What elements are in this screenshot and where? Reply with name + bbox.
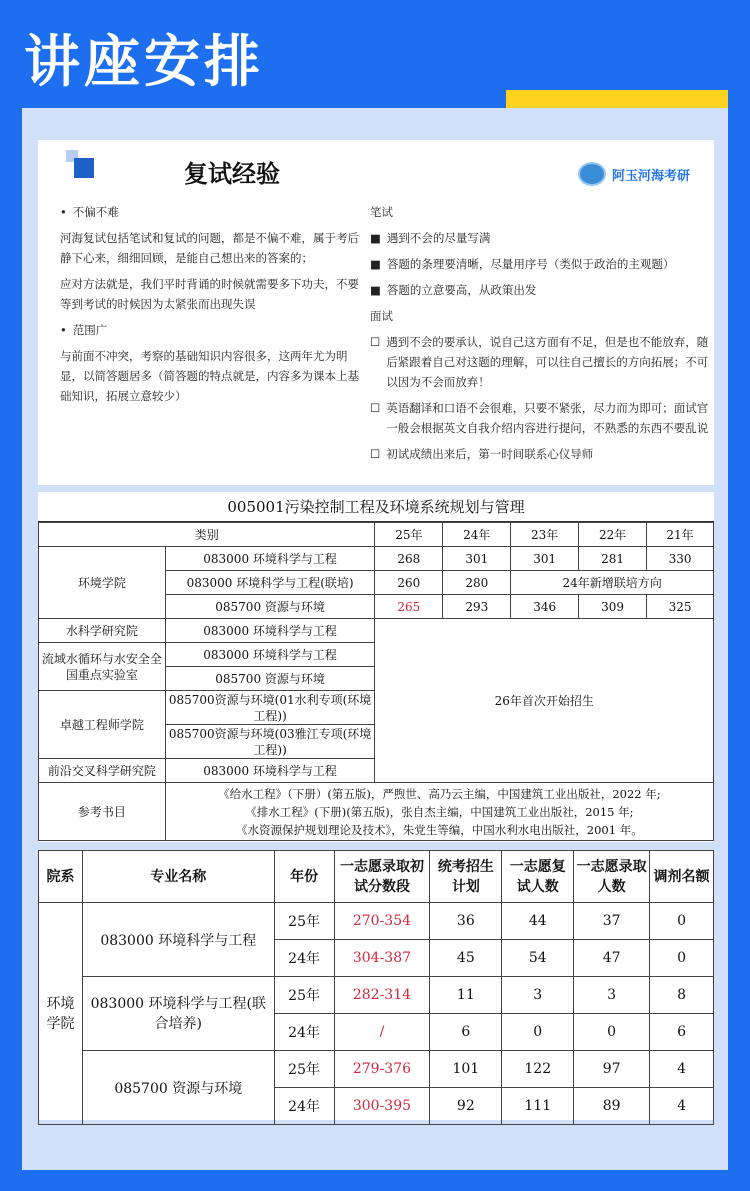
score-cell: 330 (647, 547, 714, 571)
score-cell: 281 (579, 547, 647, 571)
written-item: 答题的立意要高，从政策出发 (386, 283, 537, 297)
reference-item: 《水资源保护规划理论及技术》，朱党生等编，中国水利水电出版社，2001 年。 (236, 822, 643, 837)
header-cell: 调剂名额 (650, 851, 714, 903)
score-cell: 346 (511, 595, 579, 619)
year-cell: 25年 (274, 977, 334, 1014)
admit-cell: 47 (574, 940, 650, 977)
score-range-cell: 300-395 (334, 1088, 430, 1125)
college-cell: 环境学院 (39, 547, 166, 619)
score-table-card (38, 492, 714, 842)
table-row (39, 1051, 714, 1088)
table-row (39, 903, 714, 940)
header-cell: 25年 (375, 523, 443, 547)
checkbox-icon: ☐ (370, 401, 381, 415)
header-cell: 一志愿录取初试分数段 (334, 851, 430, 903)
new-enroll-note: 26年首次开始招生 (375, 619, 714, 783)
page-title: 讲座安排 (24, 30, 264, 95)
score-range-cell: 270-354 (334, 903, 430, 940)
score-range-cell: / (334, 1014, 430, 1051)
plan-cell: 36 (430, 903, 502, 940)
table-header-row (39, 523, 714, 547)
bullet-icon: • (60, 323, 67, 337)
score-cell: 260 (375, 571, 443, 595)
score-range-cell: 279-376 (334, 1051, 430, 1088)
score-cell: 301 (511, 547, 579, 571)
college-cell: 环境学院 (39, 903, 83, 1125)
adjust-cell: 0 (650, 903, 714, 940)
plan-cell: 45 (430, 940, 502, 977)
reference-row (39, 783, 714, 841)
score-cell: 293 (443, 595, 511, 619)
header-cell: 22年 (579, 523, 647, 547)
reference-item: 《给水工程》（下册）(第五版)，严煦世、高乃云主编，中国建筑工业出版社，2022 年; (218, 786, 661, 801)
plan-cell: 6 (430, 1014, 502, 1051)
table-title: 005001污染控制工程及环境系统规划与管理 (38, 492, 714, 522)
retest-cell: 44 (502, 903, 574, 940)
retest-cell: 111 (502, 1088, 574, 1125)
score-cell: 268 (375, 547, 443, 571)
major-cell: 085700资源与环境(03雅江专项(环境工程)) (165, 725, 375, 759)
table-row (39, 619, 714, 643)
major-cell: 083000 环境科学与工程 (165, 759, 375, 783)
header-cell: 类别 (39, 523, 375, 547)
adjust-cell: 6 (650, 1014, 714, 1051)
written-item: 遇到不会的尽量写满 (386, 231, 491, 245)
major-cell: 085700 资源与环境 (165, 595, 375, 619)
year-cell: 24年 (274, 1014, 334, 1051)
adjust-cell: 4 (650, 1051, 714, 1088)
adjust-cell: 8 (650, 977, 714, 1014)
square-bullet-icon: ■ (370, 283, 381, 297)
major-cell: 083000 环境科学与工程 (165, 547, 375, 571)
score-cell: 325 (647, 595, 714, 619)
reference-item: 《排水工程》(下册)(第五版)，张自杰主编，中国建筑工业出版社，2015 年; (245, 804, 634, 819)
paragraph: 应对方法就是，我们平时背诵的时候就需要多下功夫，不要等到考试的时候因为太紧张而出现失误 (60, 277, 359, 311)
admit-cell: 89 (574, 1088, 650, 1125)
checkbox-icon: ☐ (370, 335, 381, 349)
plan-cell: 101 (430, 1051, 502, 1088)
year-cell: 25年 (274, 903, 334, 940)
score-cell: 280 (443, 571, 511, 595)
retest-cell: 54 (502, 940, 574, 977)
left-column (60, 202, 366, 412)
major-cell: 085700资源与环境(01水利专项(环境工程)) (165, 691, 375, 725)
table-row (39, 977, 714, 1014)
year-cell: 24年 (274, 940, 334, 977)
admit-cell: 3 (574, 977, 650, 1014)
major-cell: 085700 资源与环境 (82, 1051, 274, 1125)
retest-cell: 3 (502, 977, 574, 1014)
college-cell: 卓越工程师学院 (39, 691, 166, 759)
checkbox-icon: ☐ (370, 447, 381, 461)
accent-bar (506, 90, 728, 108)
retest-cell: 0 (502, 1014, 574, 1051)
adjust-cell: 0 (650, 940, 714, 977)
major-cell: 083000 环境科学与工程 (82, 903, 274, 977)
written-item: 答题的条理要清晰，尽量用序号（类似于政治的主观题） (386, 257, 675, 271)
card-title: 复试经验 (184, 160, 280, 188)
interview-item: 初试成绩出来后，第一时间联系心仪导师 (386, 447, 594, 461)
adjust-cell: 4 (650, 1088, 714, 1125)
decor-square (74, 158, 94, 178)
paragraph: 与前面不冲突，考察的基础知识内容很多，这两年尤为明显，以简答题居多（简答题的特点就是，内容多为课本上基础知识，拓展立意较少） (60, 349, 359, 403)
admit-cell: 37 (574, 903, 650, 940)
major-cell: 085700 资源与环境 (165, 667, 375, 691)
square-bullet-icon: ■ (370, 257, 381, 271)
reference-label: 参考书目 (39, 783, 166, 841)
header-cell: 24年 (443, 523, 511, 547)
score-cell: 309 (579, 595, 647, 619)
major-cell: 083000 环境科学与工程(联培) (165, 571, 375, 595)
header-cell: 23年 (511, 523, 579, 547)
logo-icon (578, 162, 606, 186)
square-bullet-icon: ■ (370, 231, 381, 245)
major-cell: 083000 环境科学与工程 (165, 643, 375, 667)
brand-logo (578, 162, 690, 186)
score-table (38, 522, 714, 841)
experience-card (38, 140, 714, 485)
right-column (370, 202, 710, 470)
written-title: 笔试 (370, 205, 393, 219)
table-row (39, 547, 714, 571)
bullet-icon: • (60, 205, 67, 219)
score-range-cell: 282-314 (334, 977, 430, 1014)
score-cell: 301 (443, 547, 511, 571)
paragraph: 河海复试包括笔试和复试的问题，都是不偏不难，属于考后静下心来，细细回顾，是能自己想出来的答案的； (60, 231, 359, 265)
admit-cell: 97 (574, 1051, 650, 1088)
plan-cell: 92 (430, 1088, 502, 1125)
header-cell: 一志愿复试人数 (502, 851, 574, 903)
college-cell: 流域水循环与水安全全国重点实验室 (39, 643, 166, 691)
interview-item: 遇到不会的要承认，说自己这方面有不足，但是也不能放弃，随后紧跟着自己对这题的理解，可以往自己擅长的方向拓展；不可以因为不会而放弃！ (386, 335, 709, 389)
admit-cell: 0 (574, 1014, 650, 1051)
logo-text: 阿玉河海考研 (612, 168, 691, 184)
year-cell: 25年 (274, 1051, 334, 1088)
heading-1: 不偏不难 (72, 205, 119, 219)
header-cell: 年份 (274, 851, 334, 903)
heading-2: 范围广 (72, 323, 108, 337)
college-cell: 水科学研究院 (39, 619, 166, 643)
note-cell: 24年新增联培方向 (511, 571, 714, 595)
retest-cell: 122 (502, 1051, 574, 1088)
plan-cell: 11 (430, 977, 502, 1014)
score-cell-highlight: 265 (375, 595, 443, 619)
interview-item: 英语翻译和口语不会很难，只要不紧张，尽力而为即可；面试官一般会根据英文自我介绍内容进行提问，不熟悉的东西不要乱说 (386, 401, 709, 435)
major-cell: 083000 环境科学与工程 (165, 619, 375, 643)
header-cell: 一志愿录取人数 (574, 851, 650, 903)
table-header-row (39, 851, 714, 903)
header-cell: 21年 (647, 523, 714, 547)
year-cell: 24年 (274, 1088, 334, 1125)
header-cell: 院系 (39, 851, 83, 903)
admission-table-card (38, 850, 714, 1120)
major-cell: 083000 环境科学与工程(联合培养) (82, 977, 274, 1051)
header-cell: 专业名称 (82, 851, 274, 903)
reference-cell (165, 783, 713, 841)
header-cell: 统考招生计划 (430, 851, 502, 903)
interview-title: 面试 (370, 309, 393, 323)
admission-table (38, 850, 714, 1125)
score-range-cell: 304-387 (334, 940, 430, 977)
college-cell: 前沿交叉科学研究院 (39, 759, 166, 783)
